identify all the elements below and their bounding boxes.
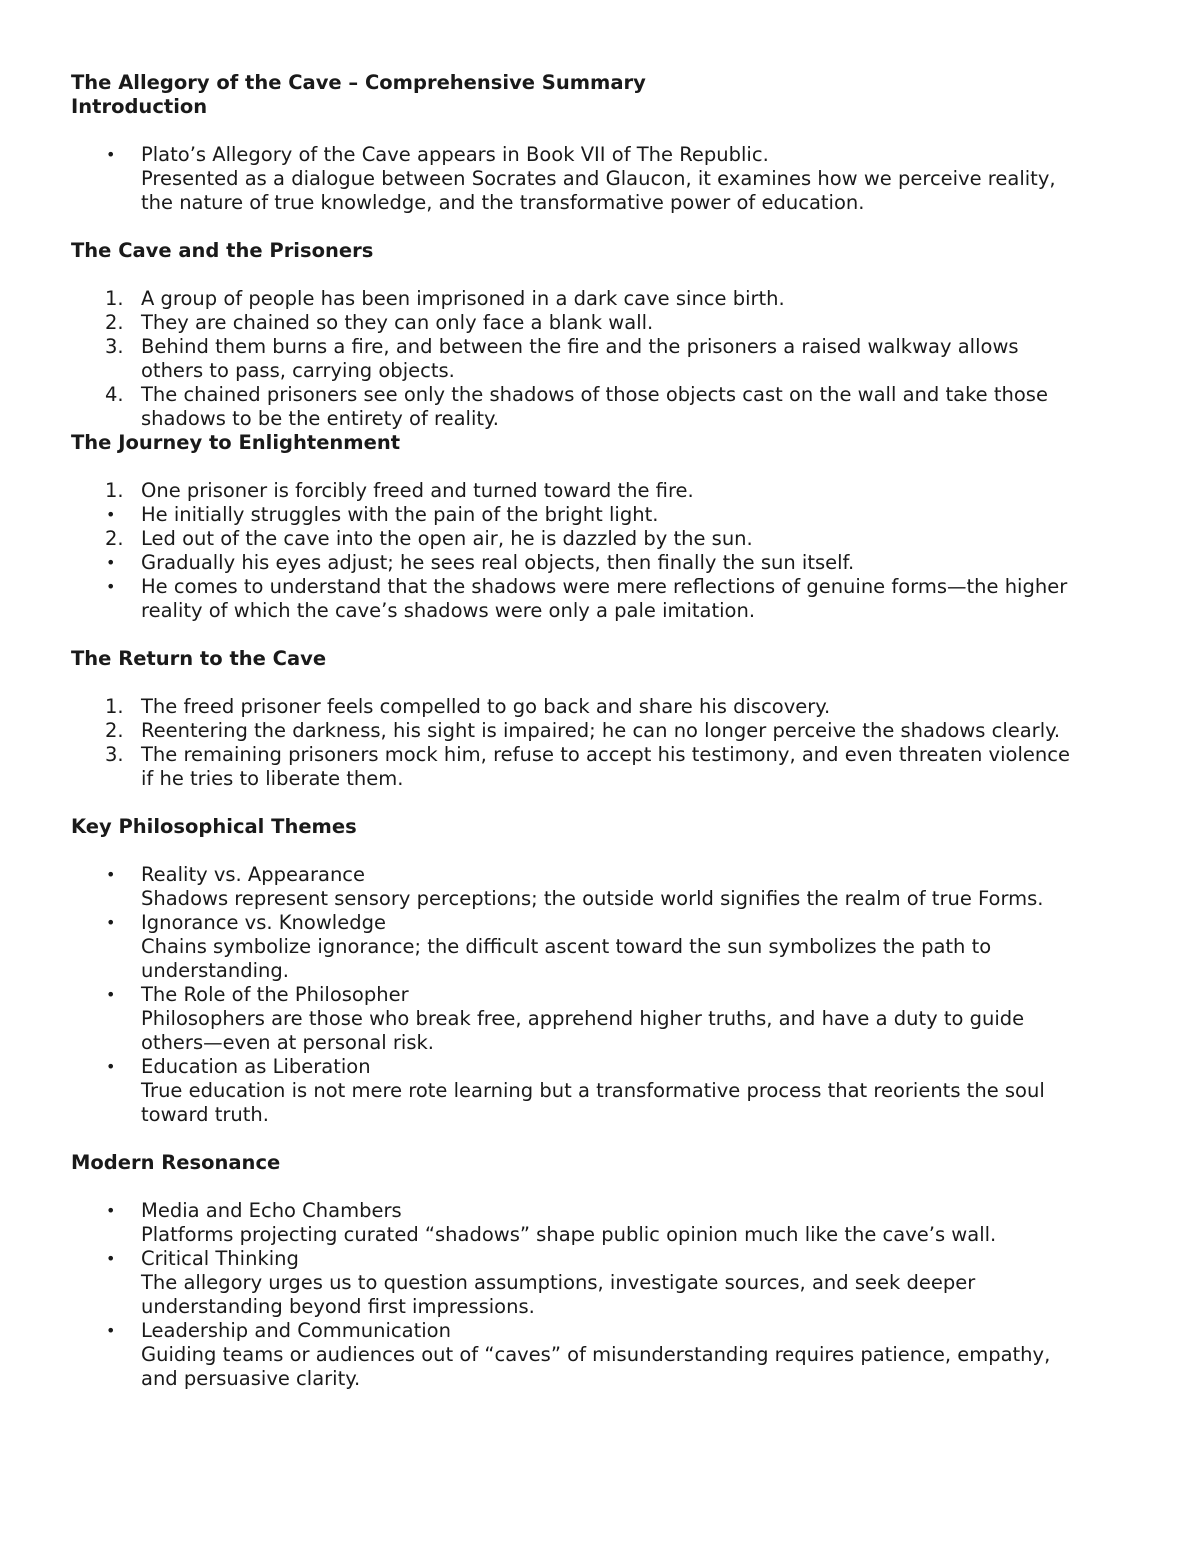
item-line: The chained prisoners see only the shadows of those objects cast on the wall and take those — [141, 383, 1048, 406]
item-line: Platforms projecting curated “shadows” shape public opinion much like the cave’s wall. — [141, 1223, 997, 1246]
bullet-marker: • — [106, 505, 116, 524]
number-marker: 3. — [105, 335, 124, 358]
number-marker: 2. — [105, 719, 124, 742]
bullet-marker: • — [106, 145, 116, 164]
number-marker: 2. — [105, 311, 124, 334]
bullet-marker: • — [106, 1321, 116, 1340]
bullet-marker: • — [106, 913, 116, 932]
item-line: understanding. — [141, 959, 289, 982]
bullet-marker: • — [106, 985, 116, 1004]
item-line: others—even at personal risk. — [141, 1031, 434, 1054]
number-marker: 2. — [105, 527, 124, 550]
bullet-marker: • — [106, 1201, 116, 1220]
number-marker: 4. — [105, 383, 124, 406]
item-line: toward truth. — [141, 1103, 269, 1126]
item-line: and persuasive clarity. — [141, 1367, 361, 1390]
doc-title: The Allegory of the Cave – Comprehensive Summary — [71, 71, 646, 94]
item-line: They are chained so they can only face a blank wall. — [141, 311, 654, 334]
item-line: Reentering the darkness, his sight is impaired; he can no longer perceive the shadows clearly. — [141, 719, 1061, 742]
bullet-marker: • — [106, 577, 116, 596]
item-line: shadows to be the entirety of reality. — [141, 407, 499, 430]
item-line: He initially struggles with the pain of the bright light. — [141, 503, 659, 526]
item-line: He comes to understand that the shadows were mere reflections of genuine forms—the higher — [141, 575, 1068, 598]
section-heading-introduction: Introduction — [71, 95, 208, 118]
item-line: understanding beyond first impressions. — [141, 1295, 535, 1318]
item-line: The freed prisoner feels compelled to go back and share his discovery. — [141, 695, 831, 718]
item-line: The allegory urges us to question assumptions, investigate sources, and seek deeper — [141, 1271, 976, 1294]
item-line: Leadership and Communication — [141, 1319, 451, 1342]
bullet-marker: • — [106, 865, 116, 884]
item-line: Philosophers are those who break free, apprehend higher truths, and have a duty to guide — [141, 1007, 1025, 1030]
item-line: Plato’s Allegory of the Cave appears in Book VII of The Republic. — [141, 143, 769, 166]
item-line: Ignorance vs. Knowledge — [141, 911, 386, 934]
section-heading-journey: The Journey to Enlightenment — [71, 431, 401, 454]
section-heading-cave: The Cave and the Prisoners — [71, 239, 374, 262]
section-heading-modern: Modern Resonance — [71, 1151, 281, 1174]
item-line: Reality vs. Appearance — [141, 863, 366, 886]
item-line: Media and Echo Chambers — [141, 1199, 402, 1222]
item-line: Education as Liberation — [141, 1055, 371, 1078]
item-line: Shadows represent sensory perceptions; the outside world signifies the realm of true Forms. — [141, 887, 1044, 910]
item-line: the nature of true knowledge, and the transformative power of education. — [141, 191, 865, 214]
item-line: A group of people has been imprisoned in a dark cave since birth. — [141, 287, 785, 310]
number-marker: 3. — [105, 743, 124, 766]
section-heading-themes: Key Philosophical Themes — [71, 815, 357, 838]
item-line: Gradually his eyes adjust; he sees real objects, then finally the sun itself. — [141, 551, 855, 574]
item-line: Chains symbolize ignorance; the difficult ascent toward the sun symbolizes the path to — [141, 935, 992, 958]
item-line: The remaining prisoners mock him, refuse to accept his testimony, and even threaten violence — [141, 743, 1070, 766]
number-marker: 1. — [105, 287, 124, 310]
section-heading-return: The Return to the Cave — [71, 647, 327, 670]
item-line: Guiding teams or audiences out of “caves” of misunderstanding requires patience, empathy, — [141, 1343, 1051, 1366]
bullet-marker: • — [106, 1249, 116, 1268]
number-marker: 1. — [105, 479, 124, 502]
item-line: The Role of the Philosopher — [141, 983, 409, 1006]
item-line: Led out of the cave into the open air, he is dazzled by the sun. — [141, 527, 753, 550]
item-line: Behind them burns a fire, and between the fire and the prisoners a raised walkway allows — [141, 335, 1019, 358]
item-line: Critical Thinking — [141, 1247, 299, 1270]
bullet-marker: • — [106, 1057, 116, 1076]
number-marker: 1. — [105, 695, 124, 718]
bullet-marker: • — [106, 553, 116, 572]
item-line: others to pass, carrying objects. — [141, 359, 455, 382]
item-line: if he tries to liberate them. — [141, 767, 404, 790]
item-line: Presented as a dialogue between Socrates and Glaucon, it examines how we perceive reality, — [141, 167, 1056, 190]
item-line: True education is not mere rote learning but a transformative process that reorients the soul — [141, 1079, 1045, 1102]
item-line: reality of which the cave’s shadows were only a pale imitation. — [141, 599, 756, 622]
item-line: One prisoner is forcibly freed and turned toward the fire. — [141, 479, 694, 502]
